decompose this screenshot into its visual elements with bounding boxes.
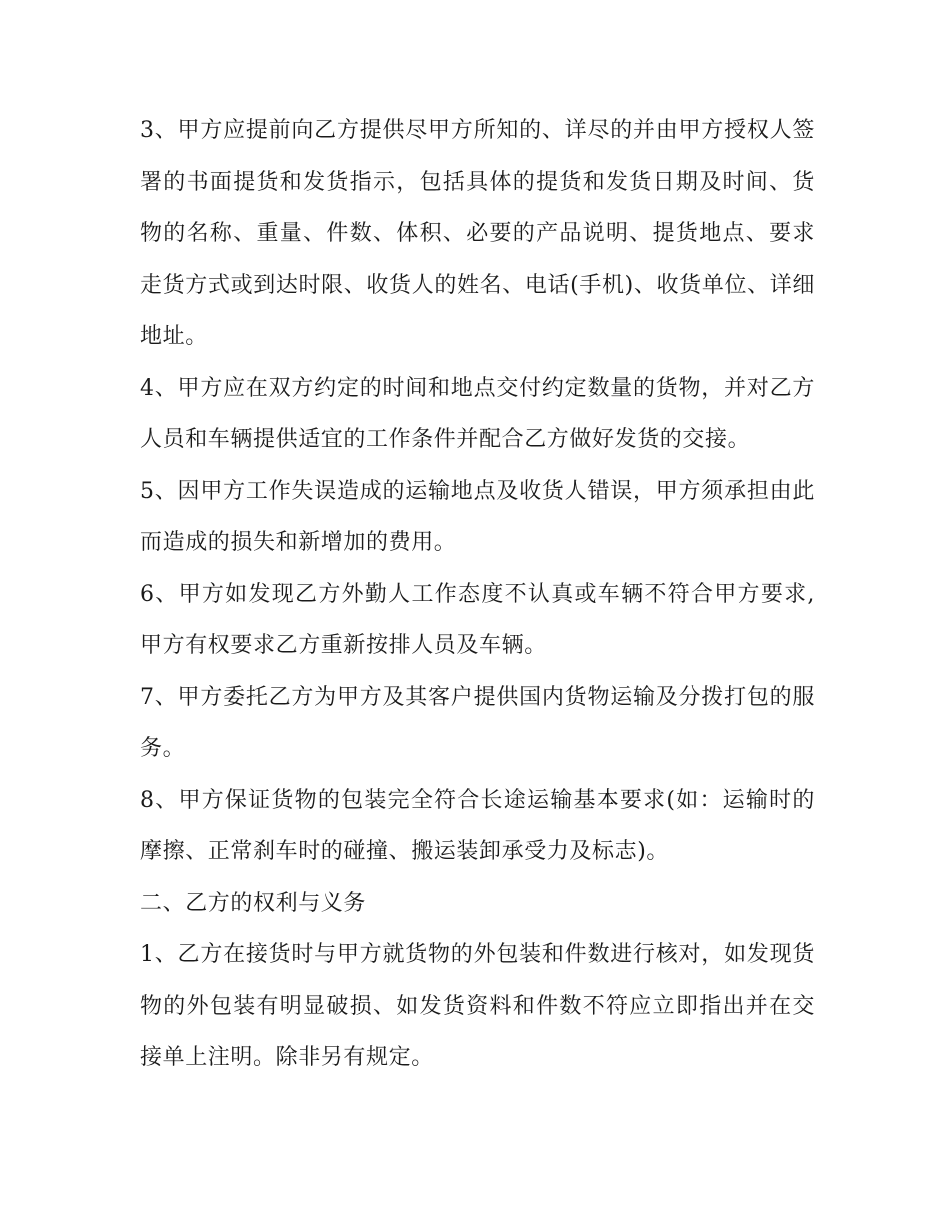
clause-a3: 3、甲方应提前向乙方提供尽甲方所知的、详尽的并由甲方授权人签署的书面提货和发货指示，包括具体的提货和发货日期及时间、货物的名称、重量、件数、体积、必要的产品说明、提货地点、要求走货方式或到达时限、收货人的姓名、电话(手机)、收货单位、详细地址。 (140, 118, 815, 349)
clause-a4: 4、甲方应在双方约定的时间和地点交付约定数量的货物，并对乙方人员和车辆提供适宜的工作条件并配合乙方做好发货的交接。 (140, 375, 815, 452)
clause-a8: 8、甲方保证货物的包装完全符合长途运输基本要求(如：运输时的摩擦、正常刹车时的碰撞、搬运装卸承受力及标志)。 (140, 787, 815, 864)
clause-a5: 5、因甲方工作失误造成的运输地点及收货人错误，甲方须承担由此而造成的损失和新增加的费用。 (140, 478, 815, 555)
section-heading-party-b: 二、乙方的权利与义务 (140, 890, 367, 916)
document-page (140, 105, 815, 1084)
clause-a7: 7、甲方委托乙方为甲方及其客户提供国内货物运输及分拨打包的服务。 (140, 684, 815, 761)
clause-b1: 1、乙方在接货时与甲方就货物的外包装和件数进行核对，如发现货物的外包装有明显破损、如发货资料和件数不符应立即指出并在交接单上注明。除非另有规定。 (140, 942, 815, 1070)
clause-a6: 6、甲方如发现乙方外勤人工作态度不认真或车辆不符合甲方要求,甲方有权要求乙方重新按排人员及车辆。 (140, 581, 815, 658)
